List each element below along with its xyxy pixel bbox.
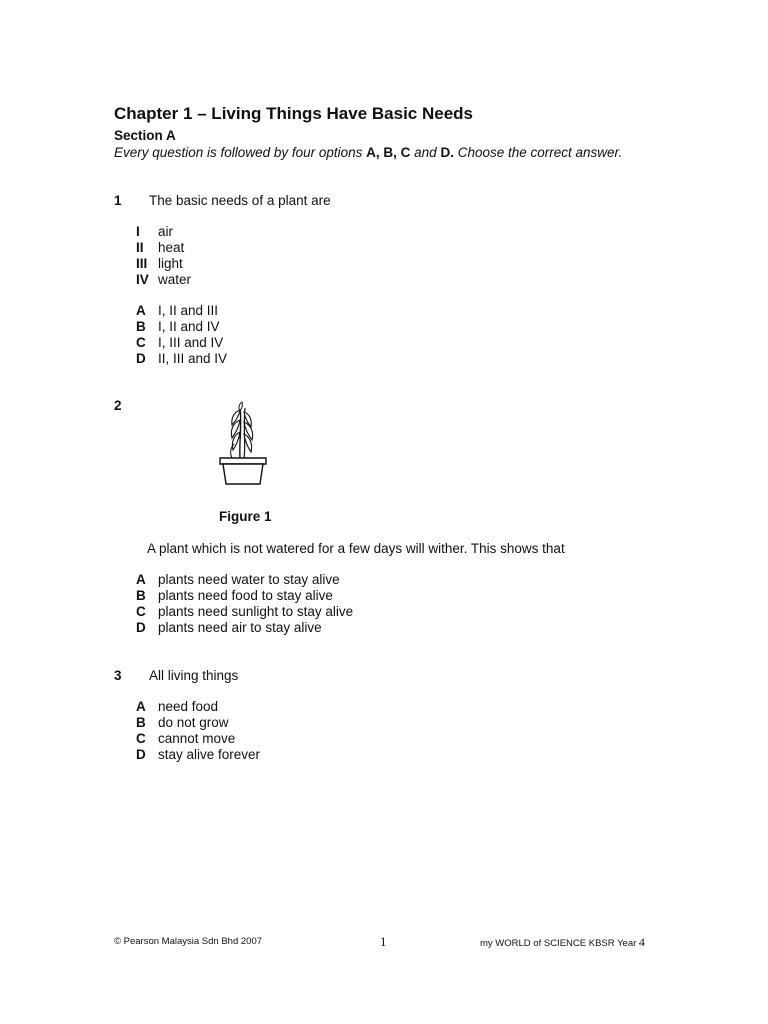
question-2-text: A plant which is not watered for a few days will wither. This shows that bbox=[147, 541, 565, 556]
option-c[interactable]: C I, III and IV bbox=[136, 335, 224, 350]
option-a[interactable]: A plants need water to stay alive bbox=[136, 572, 340, 587]
option-d[interactable]: D II, III and IV bbox=[136, 351, 228, 366]
wilted-plant-icon bbox=[198, 392, 288, 492]
list-item: III light bbox=[136, 256, 183, 271]
question-1-items bbox=[136, 224, 191, 288]
footer-book-title: my WORLD of SCIENCE KBSR Year 4 bbox=[480, 935, 645, 949]
option-d[interactable]: D stay alive forever bbox=[136, 747, 261, 762]
question-1-text: The basic needs of a plant are bbox=[149, 193, 331, 208]
option-b[interactable]: B do not grow bbox=[136, 715, 229, 730]
section-heading: Section A bbox=[114, 128, 176, 143]
figure-caption: Figure 1 bbox=[219, 509, 272, 524]
option-c[interactable]: C cannot move bbox=[136, 731, 236, 746]
list-item: IV water bbox=[136, 272, 192, 287]
page-title: Chapter 1 – Living Things Have Basic Needs bbox=[114, 104, 474, 123]
question-3-number: 3 bbox=[114, 668, 122, 683]
option-d[interactable]: D plants need air to stay alive bbox=[136, 620, 322, 635]
question-3-text: All living things bbox=[149, 668, 239, 683]
instructions: Every question is followed by four options A, B, C and D. Choose the correct answer. bbox=[114, 145, 623, 160]
question-1-number: 1 bbox=[114, 193, 122, 208]
option-a[interactable]: A I, II and III bbox=[136, 303, 219, 318]
option-b[interactable]: B I, II and IV bbox=[136, 319, 220, 334]
list-item: I air bbox=[136, 224, 174, 239]
question-2-options bbox=[136, 572, 353, 636]
question-1-options bbox=[136, 303, 227, 367]
question-3-options bbox=[136, 699, 260, 763]
option-c[interactable]: C plants need sunlight to stay alive bbox=[136, 604, 354, 619]
question-2-number: 2 bbox=[114, 398, 122, 413]
footer-copyright: © Pearson Malaysia Sdn Bhd 2007 bbox=[114, 936, 263, 947]
option-a[interactable]: A need food bbox=[136, 699, 219, 714]
page-number: 1 bbox=[380, 934, 387, 949]
wilted-plant-figure bbox=[198, 392, 288, 492]
list-item: II heat bbox=[136, 240, 185, 255]
option-b[interactable]: B plants need food to stay alive bbox=[136, 588, 333, 603]
